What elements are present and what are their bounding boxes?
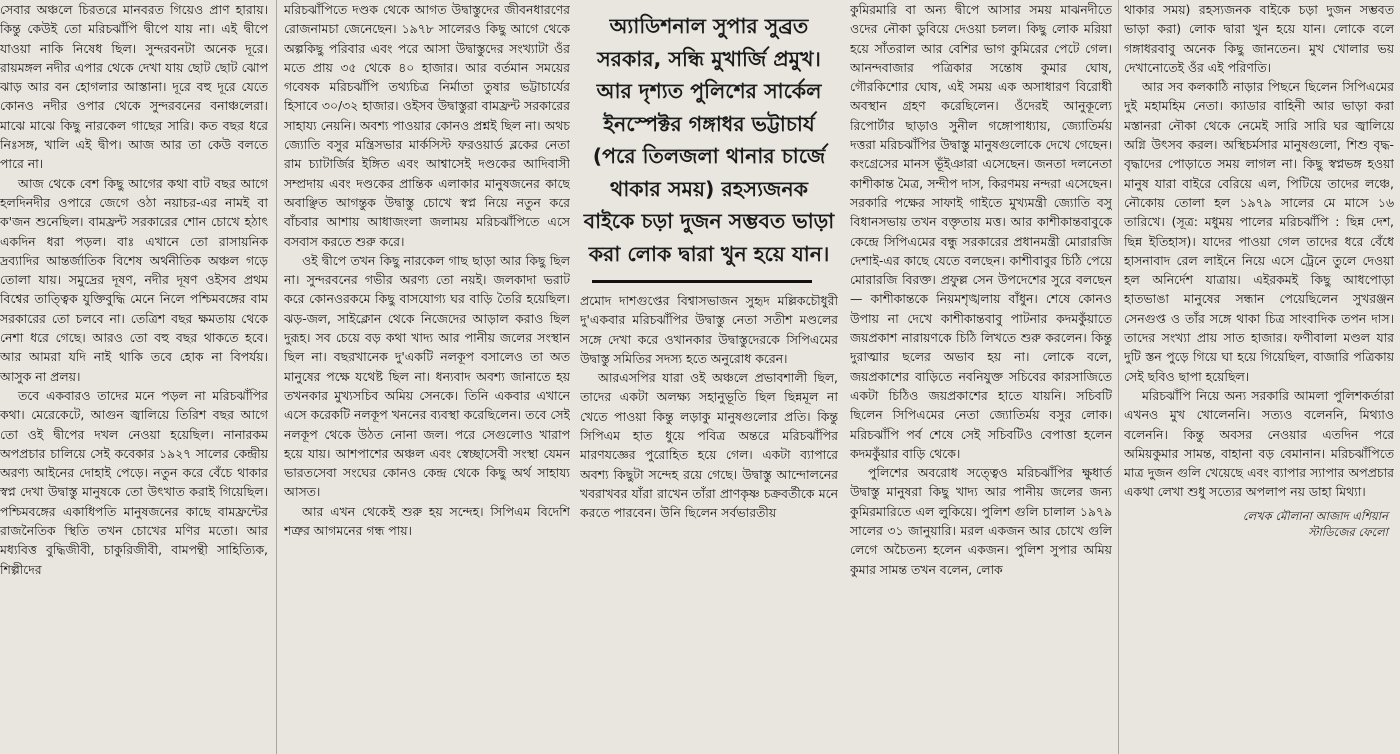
byline-line: লেখক মৌলানা আজাদ এশিয়ান [1242,508,1388,523]
paragraph: সেবার অঞ্চলে চিরতরে মানবরত গিয়েও প্রাণ হারায়। কিন্তু কেউই তো মরিচঝাঁপি দ্বীপে যায় না। এই দ্বীপে যাওয়া নাকি নিষেধ ছিল। সুন্দরবনটা অনেক দূরে। রায়মঙ্গল নদীর এপার থেকে দেখা যায় ছোট ছোট ঝোপ ঝাড় আর বন হোগলার আস্তানা। দূরে বহু দূরে যেতে কোনও নদীর ওপার থেকে সুন্দরবনের বনাঞ্চলেরা। মাঝে মাঝে কিছু নারকেল গাছের সারি। কত বছর ধরে নিঃসঙ্গ, খালি এই দ্বীপ। আজ আর তা কেউ বলতে পারে না। [0,2,268,172]
paragraph: আর সব কলকাঠি নাড়ার পিছনে ছিলেন সিপিএমের দুই মহামহিম নেতা। ক্যাডার বাহিনী আর ভাড়া করা মস্তানরা নৌকা থেকে নেমেই সারি সারি ঘর জ্বালিয়ে অগ্নি উৎসব করল। অস্থিচর্মসার মানুষগুলো, শিশু বৃদ্ধ-বৃদ্ধাদের পোড়াতে সময় লাগল না। কিছু স্বপ্নভঙ্গ হওয়া মানুষ যারা বাইরে বেরিয়ে এল, পিটিয়ে তাদের লঞ্চে, নৌকোয় তোলা হল ১৯৭৯ সালের মে মাসে ১৬ তারিখে। (সূত্র: মধুময় পালের মরিচঝাঁপি : ছিন্ন দেশ, ছিন্ন ইতিহাস)। যাদের পাওয়া গেল তাদের ধরে বেঁধে হাসনাবাদ রেল লাইনে নিয়ে এসে ট্রেনে তুলে দেওয়া হল অনির্দেশ যাত্রায়। এইরকমই কিছু আধপোড়া হাতভাঙা মানুষের সন্ধান পেয়েছিলেন সুখরঞ্জন সেনগুপ্ত ও তাঁর সঙ্গে থাকা চিত্র সাংবাদিক তপন দাস। তাদের সংখ্যা প্রায় সাত হাজার। ফণীবালা মণ্ডল যার দুটি স্তন পুড়ে গিয়ে ঘা হয়ে গিয়েছিল, বাজারি পত্রিকায় সেই ছবিও ছাপা হয়েছিল। [1124,79,1394,384]
pull-quote: অ্যাডিশনাল সুপার সুব্রত সরকার, সন্ধি মুখার্জি প্রমুখ। আর দৃশ্যত পুলিশের সার্কেল ইনস্পেক্টর গঙ্গাধর ভট্টাচার্য (পরে তিলজলা থানার চার্জে থাকার সময়) রহস্যজনক বাইকে চড়া দুজন সম্ভবত ভাড়া করা লোক দ্বারা খুন হয়ে যান। [583,14,835,266]
article-column-3 [580,0,838,754]
column-divider [276,0,277,754]
paragraph: আজ থেকে বেশ কিছু আগের কথা বাট বছর আগে হলদিনদীর ওপারে জেগে ওঠা নয়াচর-এর নামই বা ক'জন শুনেছিল। বামফ্রন্ট সরকারের শোন চোখে হঠাৎ একদিন ধরা পড়ল। বাঃ এখানে তো রাসায়নিক দ্রব্যাদির আন্তর্জাতিক বিশেষ অর্থনীতিক অঞ্চল গড়ে তোলা যায়। সমুদ্রের দূষণ, নদীর দূষণ ওইসব প্রথম বিশ্বের তাত্ত্বিক যুক্তিবুদ্ধি মেনে নিলে পশ্চিমবঙ্গের বাম সরকারের তো চলবে না। তেত্রিশ বছর ক্ষমতায় থেকে নেশা ধরে গেছে। আরও তো বহু বছর থাকতে হবে। আর আমরা যদি নাই থাকি তবে হোক না বিপর্যয়। আসুক না প্রলয়। [0,175,268,384]
paragraph: আরএসপির যারা ওই অঞ্চলে প্রভাবশালী ছিল, তাদের একটা অলক্ষ্য সহানুভূতি ছিল ছিন্নমূল না খেতে পাওয়া কিন্তু লড়াকু মানুষগুলোর প্রতি। কিন্তু সিপিএম হাত ধুয়ে পবিত্র অন্তরে মরিচঝাঁপির মারণযজ্ঞের পুরোহিত হয়ে গেল। একটা ব্যাপারে অবশ্য কিছুটা সন্দেহ রয়ে গেছে। উদ্বাস্তু আন্দোলনের খবরাখবর যাঁরা রাখেন তাঁরা প্রাণকৃষ্ণ চক্রবর্তীকে মনে করতে পারবেন। উনি ছিলেন সর্বভারতীয় [580,370,838,521]
author-byline [1124,508,1394,540]
article-column-1 [0,0,268,754]
paragraph: প্রমোদ দাশগুপ্তের বিশ্বাসভাজন সুহৃদ মল্লিকচৌধুরী দু'একবার মরিচঝাঁপির উদ্বাস্তু নেতা সতীশ মণ্ডলের সঙ্গে দেখা করে ওখানকার উদ্বাস্তুদেরকে সিপিএমের উদ্বাস্তু সমিতির সদস্য হতে অনুরোধ করেন। [580,293,838,366]
paragraph: ওই দ্বীপে তখন কিছু নারকেল গাছ ছাড়া আর কিছু ছিল না। সুন্দরবনের গভীর অরণ্য তো নয়ই। জলকাদা ভরাট করে কোনওরকমে কিছু বাসযোগ্য ঘর বাড়ি তৈরি হয়েছিল। ঝড়-জল, সাইক্লোন থেকে নিজেদের আড়াল করাও ছিল দুরূহ। সব চেয়ে বড় কথা খাদ্য আর পানীয় জলের সংস্থান ছিল না। বছরখানেক দু'একটি নলকূপ বসালেও তা অত মানুষের পক্ষে যথেষ্ট ছিল না। ধন্যবাদ অবশ্য জানাতে হয় তখনকার মুখ্যসচিব অমিয় সেনকে। তিনি একবার এখানে এসে করেকটি নলকূপ খননের ব্যবস্থা করেছিলেন। তবে সেই নলকূপ থেকে উঠত নোনা জল। পরে সেগুলোও খারাপ হয়ে যায়। আশপাশের অঞ্চল এবং স্বেচ্ছাসেবী সংস্থা যেমন ভারতসেবা সংঘের কোনও কেন্দ্র থেকে কিছু অর্থ সাহায্য আসত। [284,252,570,500]
paragraph: থাকার সময়) রহস্যজনক বাইকে চড়া দুজন সম্ভবত ভাড়া করা) লোক দ্বারা খুন হয়ে যান। লোকে বলে গঙ্গাধরবাবু অনেক কিছু জানতেন। মুখ খোলার ভয় দেখানোতেই ওঁর এই পরিণতি। [1124,2,1394,75]
article-column-4 [850,0,1112,754]
paragraph: পুলিশের অবরোধ সত্ত্বেও মরিচঝাঁপির ক্ষুধার্ত উদ্বাস্তু মানুষরা কিছু খাদ্য আর পানীয় জলের জন্য কুমিরমারিতে এল লুকিয়ে। পুলিশ গুলি চালাল ১৯৭৯ সালের ৩১ জানুয়ারি। মরল একজন আর চোখে গুলি লেগে অচৈতন্য হলেন একজন। পুলিশ সুপার অমিয় কুমার সামন্ত তখন বলেন, লোক [850,465,1112,577]
paragraph: মরিচঝাঁপি নিয়ে অন্য সরকারি আমলা পুলিশকর্তারা এখনও মুখ খোলেননি। সত্যও বলেননি, মিথ্যাও বলেননি। কিন্তু অবসর নেওয়ার এতদিন পরে অমিয়কুমার সামন্ত, বাহানা বড় বেমানান। মরিচঝাঁপিতে মাত্র দুজন গুলি খেয়েছে এবং ব্যাপার স্যাপার অপপ্রচার একথা লেখা শুধু সত্যের অপলাপ নয় ডাহা মিথ্যা। [1124,387,1394,500]
article-column-5 [1124,0,1394,754]
byline-line: স্টাডিজের ফেলো [1307,524,1388,539]
paragraph: আর এখন থেকেই শুরু হয় সন্দেহ। সিপিএম বিদেশি শত্রুর আগমনের গন্ধ পায়। [284,503,570,539]
paragraph: তবে একবারও তাদের মনে পড়ল না মরিচঝাঁপির কথা। মেরেকেটে, আগুন জ্বালিয়ে তিরিশ বছর আগে তো ওই দ্বীপের দখল নেওয়া হয়েছিল। নানারকম অপপ্রচার চালিয়ে সেই কবেকার ১৯২৭ সালের কেন্দ্রীয় অরণ্য আইনের দোহাই পেড়ে। নতুন করে বেঁচে থাকার স্বপ্ন দেখা উদ্বাস্তু মানুষকে তো উৎখাত করাই গিয়েছিল। পশ্চিমবঙ্গের একাধিপতি মানুষজনের কাছে বামফ্রন্টের রাজনৈতিক স্থিতি তখন চোখের মণির মতো। আর মধ্যবিত্ত বুদ্ধিজীবী, চাকুরিজীবী, বামপন্থী সাহিত্যিক, শিল্পীদের [0,387,268,577]
paragraph: কুমিরমারি বা অন্য দ্বীপে আসার সময় মাঝনদীতে ওদের নৌকা ডুবিয়ে দেওয়া চলল। কিছু লোক মরিয়া হয়ে সাঁতরাল আর বেশির ভাগ কুমিরের পেটে গেল। আনন্দবাজার পত্রিকার সন্তোষ কুমার ঘোষ, গৌরকিশোর ঘোষ, এই সময় এক অসাধারণ বিরোধী অবস্থান গ্রহণ করেছিলেন। ওঁদেরই আনুকূল্যে রিপোর্টার ছাড়াও সুনীল গঙ্গোপাধ্যায়, জ্যোতির্ময় দত্তরা মরিচঝাঁপির উদ্বাস্তু মানুষগুলোকে দেখে গেছেন। কংগ্রেসের মানস ভূঁইঞারা এসেছেন। জনতা দলনেতা কাশীকান্ত মৈত্র, সন্দীপ দাস, কিরণময় নন্দরা এসেছেন। সরকারি পক্ষের সাফাই গাইতে মুখ্যমন্ত্রী জ্যোতি বসু বিধানসভায় তখন বক্তৃতায় মত্ত। আর কাশীকান্তবাবুকে কেন্দ্রে সিপিএমের বন্ধু সরকারের প্রধানমন্ত্রী মোরারজি দেশাই-এর কাছে যেতে বলছেন। কাশীবাবুর চিঠি পেয়ে মোরারজি বিরক্ত। প্রফুল্ল সেন উপদেশের সুরে বলছেন— কাশীকান্তকে নিয়মশৃঙ্খলায় বাঁধুন। শেষে কোনও উপায় না দেখে কাশীকান্তবাবু পাটনার কদমকুঁয়াতে জয়প্রকাশ নারায়ণকে চিঠি লিখতে শুরু করলেন। কিন্তু দুরাত্মার ছলের অভাব হয় না। লোকে বলে, জয়প্রকাশের বাড়িতে নবনিযুক্ত সচিবের কারসাজিতে একটা চিঠিও জয়প্রকাশের হাতে যায়নি। সচিবটি ছিলেন সিপিএমের নেতা জ্যোতির্ময় বসুর লোক। মরিচঝাঁপি পর্ব শেষে সেই সচিবটিও বেপাত্তা হলেন কদমকুঁয়ার বাড়ি থেকে। [850,2,1112,461]
pull-quote-rule [592,280,812,283]
article-column-2 [284,0,570,754]
paragraph: মরিচঝাঁপিতে দণ্ডক থেকে আগত উদ্বাস্তুদের জীবনধারণের রোজনামচা জেনেছেন। ১৯৭৮ সালেরও কিছু আগে থেকে অল্পকিছু পরিবার এবং পরে আসা উদ্বাস্তুদের সংখ্যাটা ওঁর মতে প্রায় ৩৫ থেকে ৪০ হাজার। আর বর্তমান সময়ের গবেষক মরিচঝাঁপি তথ্যচিত্র নির্মাতা তুষার ভট্টাচার্যের হিসাবে ৩০/৩২ হাজার। ওইসব উদ্বাস্তুরা বামফ্রন্ট সরকারের সাহায্য নেয়নি। অবশ্য পাওয়ার কোনও প্রশ্নই ছিল না। অথচ জ্যোতি বসুর মন্ত্রিসভার মার্কসিস্ট ফরওয়ার্ড ব্লকের নেতা রাম চ্যাটার্জির ইঙ্গিত এবং আশ্বাসেই দণ্ডকের আদিবাসী সম্প্রদায় এবং দণ্ডকের প্রান্তিক এলাকার মানুষজনের কাছে অবাঞ্ছিত আগন্তুক উদ্বাস্তু চোখে স্বপ্ন নিয়ে নতুন করে বাঁচবার আশায় আধাজংলা জলাময় মরিচঝাঁপিতে এসে বসবাস করতে শুরু করে। [284,2,570,249]
column-divider [1118,0,1119,754]
